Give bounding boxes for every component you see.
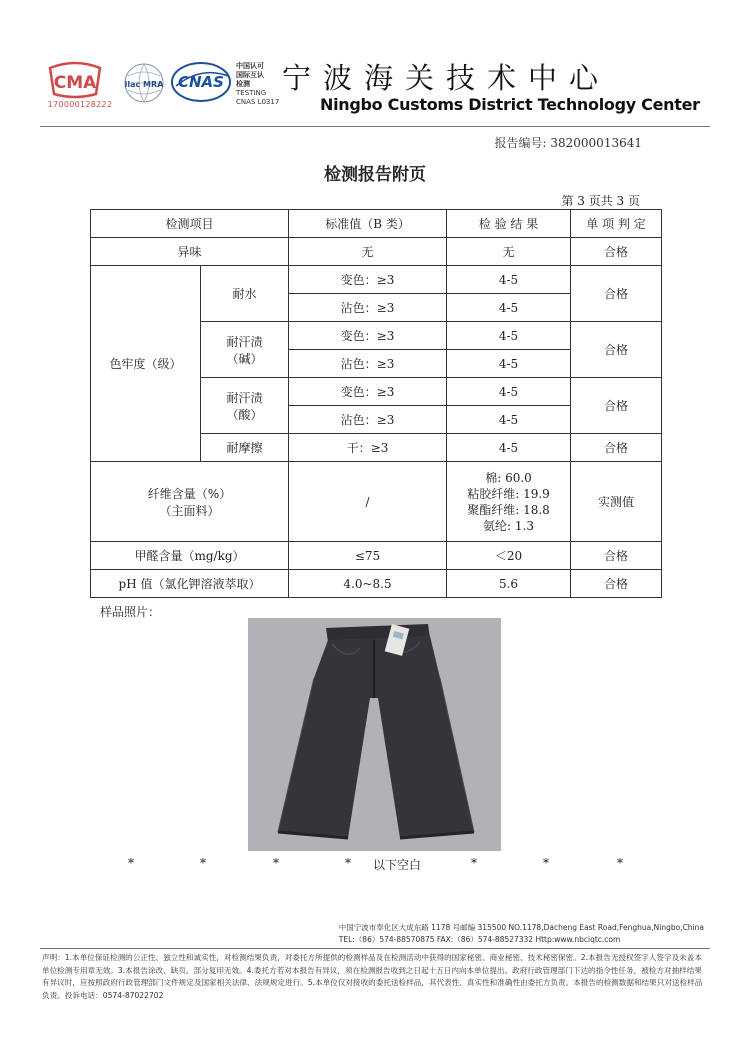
cell-verdict: 合格 [571, 322, 662, 378]
cell-item: pH 值（氯化钾溶液萃取） [91, 570, 289, 598]
table-header-row [91, 210, 662, 238]
blank-star: * [273, 856, 279, 870]
table-row-odor [91, 238, 662, 266]
cell-fiber-results [447, 462, 571, 542]
cnas-logo-text: CNAS [178, 73, 224, 91]
header-item: 检测项目 [91, 210, 289, 238]
cnas-line: 检测 [236, 80, 250, 88]
label-line: （主面料） [159, 503, 220, 518]
disclaimer-text: 声明：1.本单位保证检测的公正性、独立性和诚实性，对检测结果负责，对委托方所提供的检测样品及在检测活动中获得的国家秘密、商业秘密、技术秘密保密。2.本报告无授权签字人签字及未盖本单位检测专用章无效。3.本报告涂改、缺页、部分复印无效。4.委托方若对本报告有异议，须在检测报告收到之日起十五日内向本单位提出。政府行政管理部门下达的指令性任务，被检方对抽样结果有异议时，应按照政府行政管理部门文件规定及国家相关法律、法规规定进行。5.本单位仅对接收的委托送检样品，其代表性、真实性和准确性由委托方负责。本报告的检测数据和结果只对送检样品负责。投诉电话：0574-87022702 [42, 953, 703, 1000]
cell-standard: 沾色：≥3 [289, 350, 447, 378]
blank-star: * [543, 856, 549, 870]
cell-sweat-acid-label [201, 378, 289, 434]
cell-standard: 变色：≥3 [289, 266, 447, 294]
blank-star: * [200, 856, 206, 870]
photo-label: 样品照片： [100, 605, 161, 619]
cell-standard: 变色：≥3 [289, 322, 447, 350]
cell-result: 无 [447, 238, 571, 266]
cell-verdict: 合格 [571, 378, 662, 434]
page-info: 第 3 页共 3 页 [561, 194, 640, 208]
cnas-line: 国际互认 [236, 71, 264, 79]
cell-verdict: 合格 [571, 570, 662, 598]
label-line: 耐汗渍 [226, 334, 263, 349]
cell-water-label: 耐水 [201, 266, 289, 322]
cell-result: 4-5 [447, 378, 571, 406]
cnas-line: CNAS L0317 [236, 98, 280, 106]
cma-code: 170000128222 [47, 100, 113, 109]
cell-result: 4-5 [447, 294, 571, 322]
ilac-logo-text: ilac MRA [124, 80, 164, 89]
footer-divider [40, 948, 710, 949]
cell-standard: 无 [289, 238, 447, 266]
cma-logo-icon [46, 60, 104, 100]
blank-star: * [471, 856, 477, 870]
cell-verdict: 合格 [571, 434, 662, 462]
cell-verdict: 合格 [571, 238, 662, 266]
blank-star: * [128, 856, 134, 870]
fiber-result: 氨纶: 1.3 [483, 518, 534, 533]
cell-standard: 干：≥3 [289, 434, 447, 462]
cell-verdict: 合格 [571, 542, 662, 570]
label-line: 耐汗渍 [226, 390, 263, 405]
header-result: 检 验 结 果 [447, 210, 571, 238]
cell-colorfastness-label: 色牢度（级） [91, 266, 201, 462]
report-number: 报告编号: 382000013641 [494, 136, 642, 150]
cell-standard: 沾色：≥3 [289, 294, 447, 322]
fiber-result: 棉: 60.0 [485, 470, 532, 485]
cell-verdict: 合格 [571, 266, 662, 322]
cnas-line: TESTING [236, 89, 267, 97]
cnas-logo-icon [170, 60, 232, 104]
cell-item: 异味 [91, 238, 289, 266]
table-row-fiber [91, 462, 662, 542]
cell-standard: 沾色：≥3 [289, 406, 447, 434]
label-line: 纤维含量（%） [147, 486, 232, 501]
cell-item: 甲醛含量（mg/kg） [91, 542, 289, 570]
cell-standard: / [289, 462, 447, 542]
table-row-ph [91, 570, 662, 598]
cell-standard: 变色：≥3 [289, 378, 447, 406]
jeans-photo [248, 618, 501, 851]
table-row-formaldehyde [91, 542, 662, 570]
cell-result: 4-5 [447, 266, 571, 294]
cell-standard: ≤75 [289, 542, 447, 570]
label-line: （酸） [226, 407, 263, 422]
cma-logo-text: CMA [53, 73, 97, 93]
fiber-result: 聚酯纤维: 18.8 [467, 502, 550, 517]
cell-rubbing-label: 耐摩擦 [201, 434, 289, 462]
label-line: （碱） [226, 351, 263, 366]
blank-star: * [345, 856, 351, 870]
footer-address [339, 922, 704, 946]
cell-fiber-label [91, 462, 289, 542]
cnas-accreditation-text [236, 62, 279, 107]
ilac-mra-logo-icon [120, 62, 168, 104]
blank-star: * [617, 856, 623, 870]
document-title: 检测报告附页 [324, 165, 426, 185]
cell-result: 4-5 [447, 322, 571, 350]
cell-result: 4-5 [447, 434, 571, 462]
address-line: 中国宁波市奉化区大成东路 1178 号邮编 315500 NO.1178,Dacheng East Road,Fenghua,Ningbo,China [338, 923, 704, 932]
cell-sweat-alkali-label [201, 322, 289, 378]
cell-result: ＜20 [447, 542, 571, 570]
header-verdict: 单 项 判 定 [571, 210, 662, 238]
cell-result: 4-5 [447, 350, 571, 378]
center-title-en: Ningbo Customs District Technology Center [320, 95, 700, 114]
cell-result: 4-5 [447, 406, 571, 434]
header-divider [40, 126, 710, 127]
cell-verdict: 实测值 [571, 462, 662, 542]
blank-text: 以下空白 [373, 858, 422, 872]
table-row-water-1 [91, 266, 662, 294]
cell-result: 5.6 [447, 570, 571, 598]
cell-standard: 4.0~8.5 [289, 570, 447, 598]
fiber-result: 粘胶纤维: 19.9 [467, 486, 550, 501]
header-standard: 标准值（B 类） [289, 210, 447, 238]
address-line: TEL:（86）574-88570875 FAX:（86）574-88527332 Http:www.nbciqtc.com [338, 935, 621, 944]
results-table [90, 209, 662, 598]
center-title-cn: 宁波海关技术中心 [282, 61, 611, 95]
cnas-line: 中国认可 [236, 62, 264, 70]
